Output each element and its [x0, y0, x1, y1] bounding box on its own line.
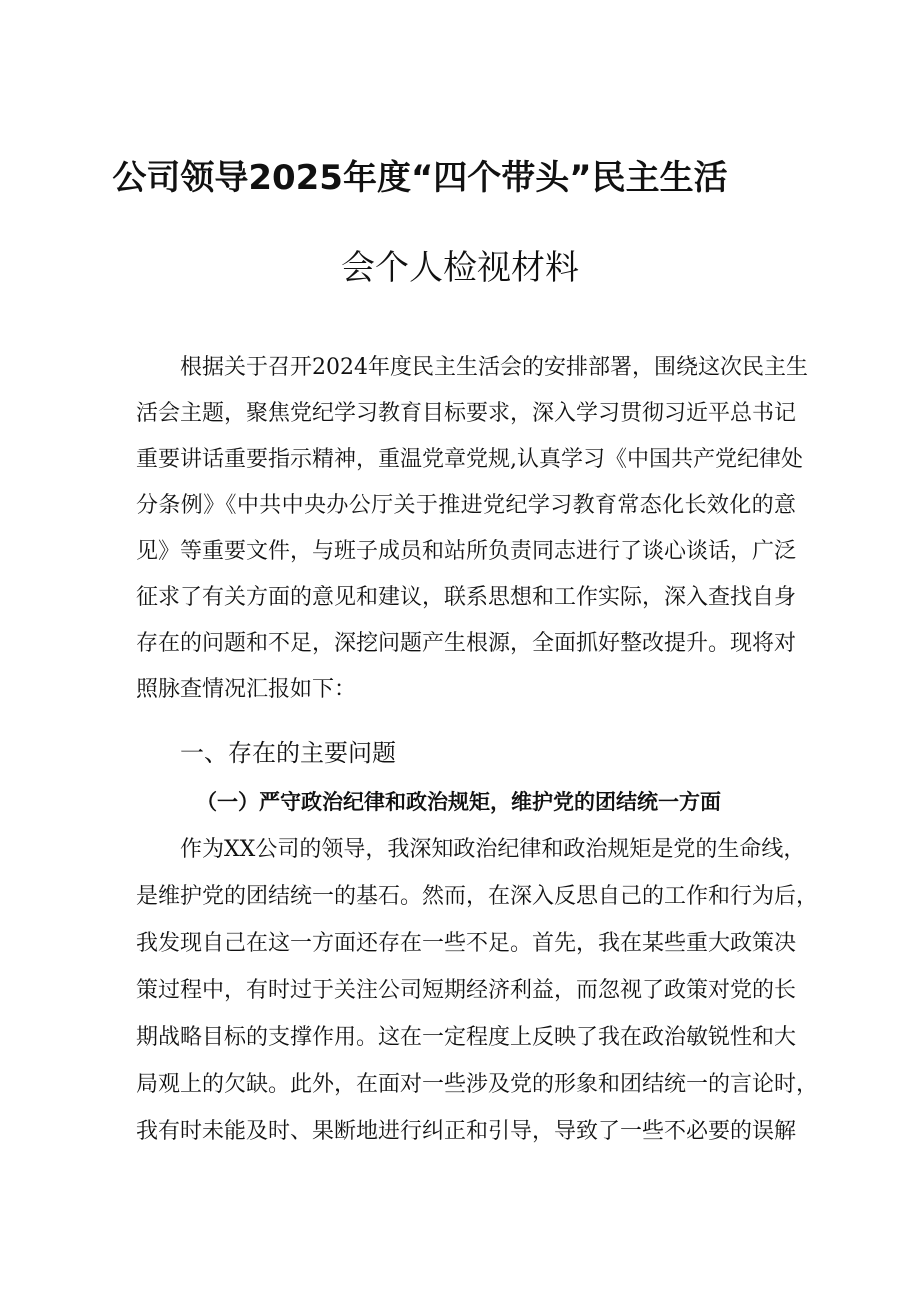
- body-line-7: 我有时未能及时、果断地进行纠正和引导，导致了一些不必要的误解: [136, 1119, 797, 1144]
- section-heading: 一、存在的主要问题: [180, 739, 396, 767]
- subsection-heading: （一）严守政治纪律和政治规矩，维护党的团结统一方面: [196, 789, 721, 814]
- document-title-line-1: 公司领导2025年度“四个带头”民主生活: [112, 158, 728, 198]
- body-line-1: 作为XX公司的领导，我深知政治纪律和政治规矩是党的生命线，: [180, 837, 806, 862]
- intro-line-8: 照脉查情况汇报如下：: [136, 677, 357, 702]
- body-line-3: 我发现自己在这一方面还存在一些不足。首先，我在某些重大政策决: [136, 931, 797, 956]
- intro-line-6: 征求了有关方面的意见和建议，联系思想和工作实际，深入查找自身: [136, 585, 797, 610]
- intro-line-5: 见》等重要文件，与班子成员和站所负责同志进行了谈心谈话，广泛: [136, 539, 797, 564]
- intro-line-1: 根据关于召开2024年度民主生活会的安排部署，围绕这次民主生: [180, 355, 808, 380]
- intro-line-2: 活会主题，聚焦党纪学习教育目标要求，深入学习贯彻习近平总书记: [136, 401, 797, 426]
- body-line-2: 是维护党的团结统一的基石。然而，在深入反思自己的工作和行为后，: [136, 884, 819, 909]
- intro-line-4: 分条例》《中共中央办公厅关于推进党纪学习教育常态化长效化的意: [136, 493, 796, 518]
- intro-line-3: 重要讲话重要指示精神，重温党章党规,认真学习《中国共产党纪律处: [136, 447, 803, 472]
- intro-line-7: 存在的问题和不足，深挖问题产生根源，全面抓好整改提升。现将对: [136, 631, 797, 656]
- body-line-4: 策过程中，有时过于关注公司短期经济利益，而忽视了政策对党的长: [136, 978, 797, 1003]
- body-line-5: 期战略目标的支撑作用。这在一定程度上反映了我在政治敏锐性和大: [136, 1025, 797, 1050]
- document-title-line-2: 会个人检视材料: [341, 248, 579, 288]
- body-line-6: 局观上的欠缺。此外，在面对一些涉及党的形象和团结统一的言论时，: [136, 1072, 819, 1097]
